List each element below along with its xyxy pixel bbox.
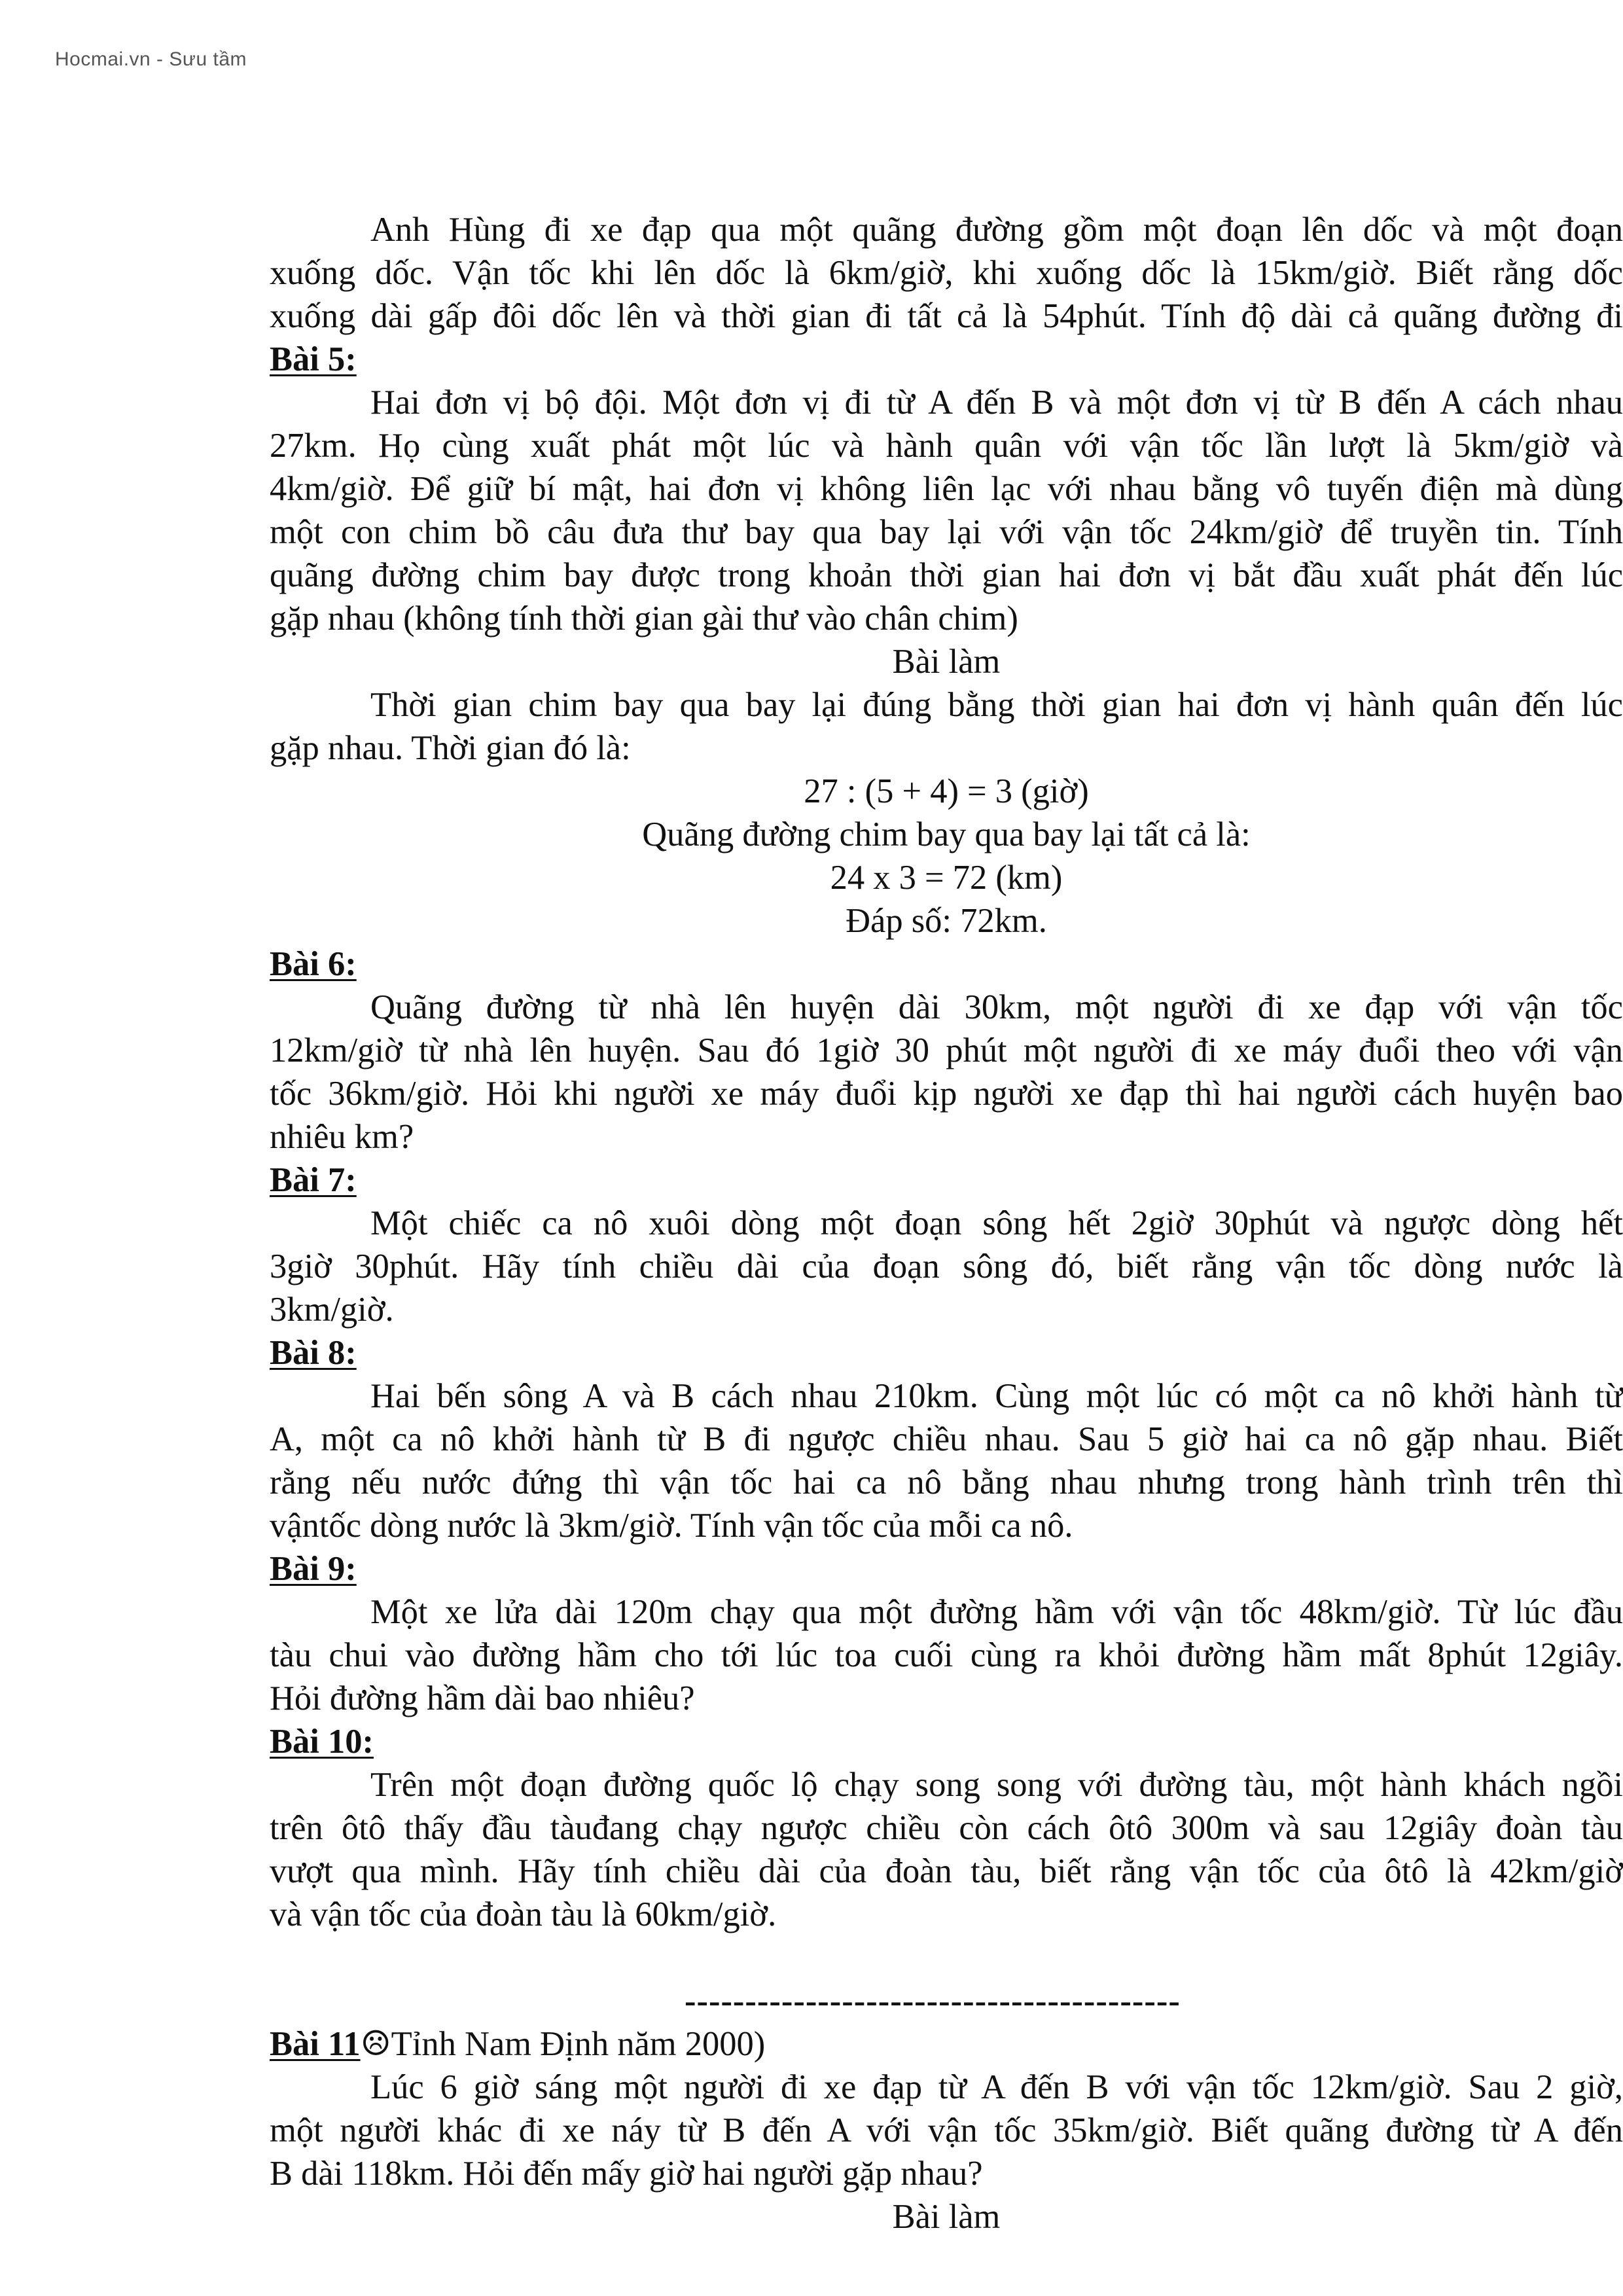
sad-face-icon: ☹: [360, 2025, 391, 2063]
solution-title: Bài làm: [892, 643, 1001, 681]
problem-line: 4km/giờ. Để giữ bí mật, hai đơn vị không liên lạc với nhau bằng vô tuyến điện mà dùng: [270, 470, 1623, 508]
intro-line: xuống dốc. Vận tốc khi lên dốc là 6km/giờ, khi xuống dốc là 15km/giờ. Biết rằng dốc: [270, 254, 1623, 292]
problem-line: 3giờ 30phút. Hãy tính chiều dài của đoạn sông đó, biết rằng vận tốc dòng nước là: [270, 1247, 1623, 1285]
problem-line: và vận tốc của đoàn tàu là 60km/giờ.: [270, 1895, 777, 1933]
calculation-label: Quãng đường chim bay qua bay lại tất cả là:: [642, 816, 1251, 853]
problem-heading-7: Bài 7:: [270, 1161, 357, 1199]
problem-line: Lúc 6 giờ sáng một người đi xe đạp từ A đến B với vận tốc 12km/giờ. Sau 2 giờ,: [370, 2068, 1623, 2106]
problem-heading-5: Bài 5:: [270, 340, 357, 378]
problem-line: tàu chui vào đường hầm cho tới lúc toa cuối cùng ra khỏi đường hầm mất 8phút 12giây.: [270, 1636, 1623, 1674]
document-body: [270, 208, 1623, 2238]
problem-subtitle: Tỉnh Nam Định năm 2000): [391, 2025, 766, 2063]
problem-line: A, một ca nô khởi hành từ B đi ngược chiều nhau. Sau 5 giờ hai ca nô gặp nhau. Biết: [270, 1420, 1623, 1458]
problem-line: 12km/giờ từ nhà lên huyện. Sau đó 1giờ 30 phút một người đi xe máy đuổi theo với vận: [270, 1031, 1623, 1069]
problem-line: một con chim bồ câu đưa thư bay qua bay lại với vận tốc 24km/giờ để truyền tin. Tính: [270, 513, 1623, 551]
problem-line: một người khác đi xe náy từ B đến A với vận tốc 35km/giờ. Biết quãng đường từ A đến: [270, 2111, 1623, 2149]
watermark: Hocmai.vn - Sưu tầm: [55, 48, 247, 70]
problem-heading-10: Bài 10:: [270, 1723, 374, 1761]
solution-title: Bài làm: [892, 2198, 1001, 2236]
problem-line: rằng nếu nước đứng thì vận tốc hai ca nô bằng nhau nhưng trong hành trình trên thì: [270, 1463, 1623, 1501]
problem-line: quãng đường chim bay được trong khoản thời gian hai đơn vị bắt đầu xuất phát đến lúc: [270, 556, 1623, 594]
calculation-line: 24 x 3 = 72 (km): [830, 859, 1063, 897]
problem-line: Quãng đường từ nhà lên huyện dài 30km, một người đi xe đạp với vận tốc: [370, 988, 1623, 1026]
problem-line: Trên một đoạn đường quốc lộ chạy song song với đường tàu, một hành khách ngồi: [370, 1766, 1623, 1804]
calculation-line: 27 : (5 + 4) = 3 (giờ): [804, 772, 1089, 810]
problem-line: trên ôtô thấy đầu tàuđang chạy ngược chiều còn cách ôtô 300m và sau 12giây đoàn tàu: [270, 1809, 1623, 1847]
section-divider: -----------------------------------------: [685, 1982, 1181, 2020]
problem-line: Hỏi đường hầm dài bao nhiêu?: [270, 1679, 695, 1717]
solution-line: Thời gian chim bay qua bay lại đúng bằng thời gian hai đơn vị hành quân đến lúc: [370, 686, 1623, 724]
problem-line: vậntốc dòng nước là 3km/giờ. Tính vận tốc của mỗi ca nô.: [270, 1507, 1073, 1545]
problem-heading-row-11: [270, 2022, 1623, 2066]
intro-line: Anh Hùng đi xe đạp qua một quãng đường gồm một đoạn lên dốc và một đoạn: [370, 211, 1623, 249]
problem-line: Một xe lửa dài 120m chạy qua một đường hầm với vận tốc 48km/giờ. Từ lúc đầu: [370, 1593, 1623, 1631]
solution-line: gặp nhau. Thời gian đó là:: [270, 729, 631, 767]
problem-line: Hai bến sông A và B cách nhau 210km. Cùng một lúc có một ca nô khởi hành từ: [370, 1377, 1623, 1415]
problem-heading-6: Bài 6:: [270, 945, 357, 983]
problem-line: 3km/giờ.: [270, 1291, 394, 1329]
problem-line: tốc 36km/giờ. Hỏi khi người xe máy đuổi kịp người xe đạp thì hai người cách huyện bao: [270, 1075, 1623, 1113]
problem-line: nhiêu km?: [270, 1118, 414, 1156]
problem-heading-11: Bài 11: [270, 2025, 361, 2063]
problem-heading-8: Bài 8:: [270, 1334, 357, 1372]
problem-line: vượt qua mình. Hãy tính chiều dài của đoàn tàu, biết rằng vận tốc của ôtô là 42km/giờ: [270, 1852, 1623, 1890]
answer-line: Đáp số: 72km.: [846, 902, 1047, 940]
problem-line: 27km. Họ cùng xuất phát một lúc và hành quân với vận tốc lần lượt là 5km/giờ và: [270, 427, 1623, 465]
problem-heading-9: Bài 9:: [270, 1550, 357, 1588]
problem-line: Một chiếc ca nô xuôi dòng một đoạn sông hết 2giờ 30phút và ngược dòng hết: [370, 1204, 1623, 1242]
problem-line: B dài 118km. Hỏi đến mấy giờ hai người gặp nhau?: [270, 2155, 983, 2193]
problem-line: Hai đơn vị bộ đội. Một đơn vị đi từ A đến B và một đơn vị từ B đến A cách nhau: [370, 384, 1623, 422]
blank-line: [270, 1936, 1623, 1979]
problem-line: gặp nhau (không tính thời gian gài thư vào chân chim): [270, 600, 1018, 637]
intro-line: xuống dài gấp đôi dốc lên và thời gian đi tất cả là 54phút. Tính độ dài cả quãng đường đi: [270, 297, 1623, 335]
